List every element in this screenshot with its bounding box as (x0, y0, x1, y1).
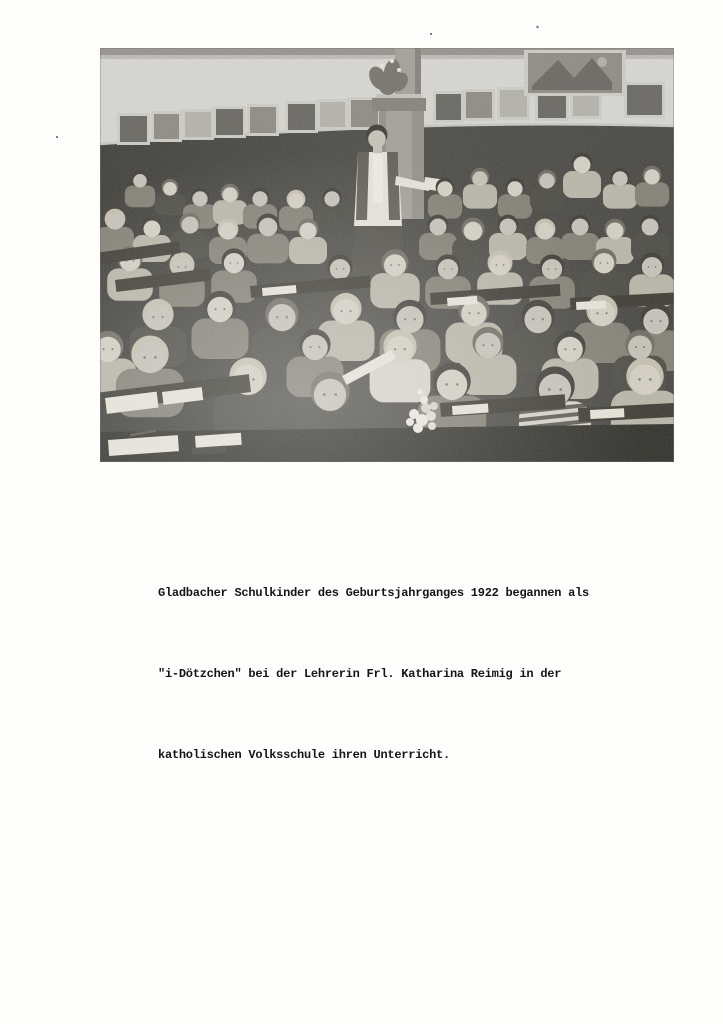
classroom-photo-svg (100, 48, 674, 462)
caption-line-3: katholischen Volksschule ihren Unterricht. (158, 748, 450, 762)
film-grain (100, 48, 674, 462)
class-photograph (100, 48, 674, 462)
caption-line-2: "i-Dötzchen" bei der Lehrerin Frl. Katharina Reimig in der (158, 667, 562, 681)
scan-speck (430, 33, 432, 35)
caption-line-1: Gladbacher Schulkinder des Geburtsjahrganges 1922 begannen als (158, 586, 589, 600)
scan-speck (536, 25, 540, 28)
photo-caption (158, 526, 589, 823)
scan-speck (56, 136, 58, 138)
